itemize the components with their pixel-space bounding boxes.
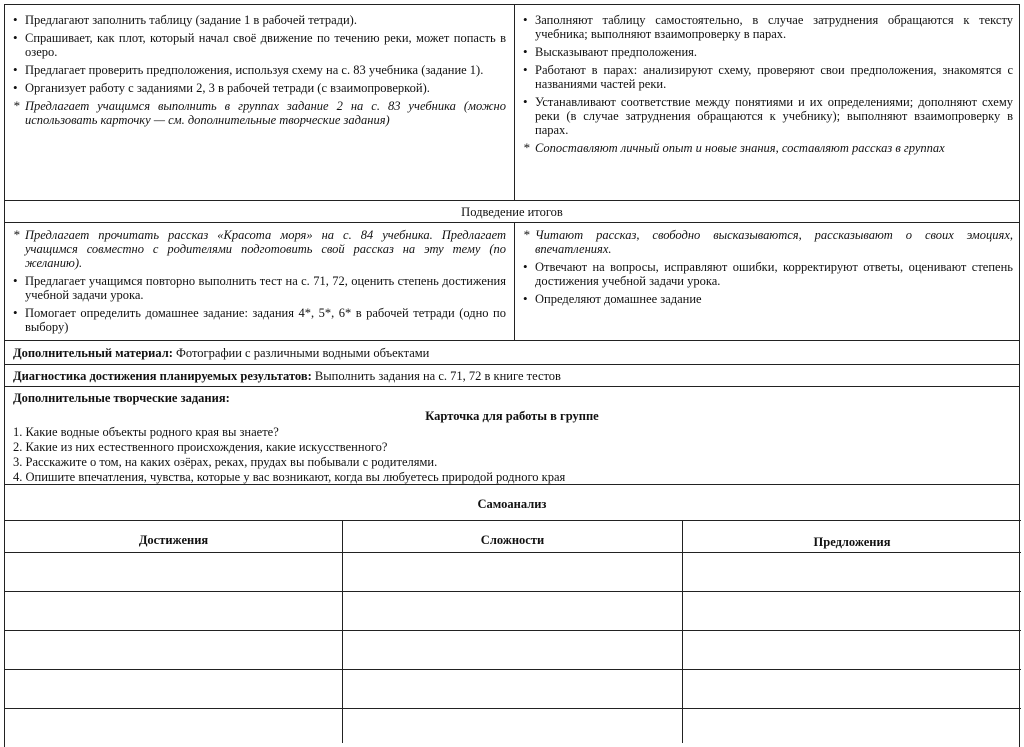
empty-cell — [342, 630, 682, 669]
creative-item: 3. Расскажите о том, на каких озёрах, реках, прудах вы побывали с родителями. — [13, 455, 438, 469]
activity-item: • Организует работу с заданиями 2, 3 в рабочей тетради (с взаимопроверкой). — [13, 81, 506, 95]
activity-item: • Предлагает учащимся повторно выполнить тест на с. 71, 72, оценить степень достижения учебной задачи урока. — [13, 274, 506, 302]
activity-item: • Спрашивает, как плот, который начал своё движение по течению реки, может попасть в озеро. — [13, 31, 506, 59]
empty-cell — [682, 591, 1021, 630]
diagnostics-row — [4, 364, 1020, 386]
summary-row — [4, 222, 1020, 340]
creative-item: 4. Опишите впечатления, чувства, которые у вас возникают, когда вы любуетесь природой родного края — [13, 470, 566, 484]
creative-item: 2. Какие из них естественного происхождения, какие искусственного? — [13, 440, 388, 454]
empty-cell — [342, 669, 682, 708]
activity-item: • Предлагает проверить предположения, используя схему на с. 83 учебника (задание 1). — [13, 63, 506, 77]
activity-item: • Отвечают на вопросы, исправляют ошибки, корректируют ответы, оценивают степень достижения учебной задачи урока. — [523, 260, 1013, 288]
lesson-plan-page — [4, 4, 1022, 747]
empty-cell — [342, 708, 682, 743]
empty-cell — [4, 669, 342, 708]
diagnostics-label: Диагностика достижения планируемых результатов: — [13, 369, 312, 383]
summary-student — [514, 223, 1021, 340]
self-analysis-title-row — [4, 484, 1020, 520]
summary-teacher — [5, 223, 514, 340]
column-header-suggestions: Предложения — [682, 520, 1021, 552]
empty-cell — [342, 552, 682, 591]
extra-material-value: Фотографии с различными водными объектами — [176, 346, 430, 360]
empty-cell — [682, 669, 1021, 708]
activity-item: • Определяют домашнее задание — [523, 292, 1013, 306]
activity-item: • Работают в парах: анализируют схему, проверяют свои предположения, знакомятся с названиями частей реки. — [523, 63, 1013, 91]
column-header-difficulties: Сложности — [342, 520, 682, 552]
activity-item: • Предлагают заполнить таблицу (задание 1 в рабочей тетради). — [13, 13, 506, 27]
extra-material-label: Дополнительный материал: — [13, 346, 173, 360]
summary-header-row — [4, 200, 1020, 222]
activity-item: • Высказывают предположения. — [523, 45, 1013, 59]
self-analysis-title: Самоанализ — [477, 497, 547, 511]
activity-item: * Предлагает прочитать рассказ «Красота моря» на с. 84 учебника. Предлагает учащимся совместно с родителями подготовить свой рассказ на эту тему (по желанию). — [13, 228, 506, 270]
summary-header: Подведение итогов — [461, 205, 563, 219]
diagnostics-value: Выполнить задания на с. 71, 72 в книге тестов — [314, 369, 561, 383]
teacher-activities — [5, 5, 514, 200]
creative-list — [13, 425, 1011, 484]
activity-item: * Предлагает учащимся выполнить в группах задание 2 на с. 83 учебника (можно использовать карточку — см. дополнительные творческие задания) — [13, 99, 506, 127]
creative-row — [4, 386, 1020, 484]
activities-row — [4, 4, 1020, 200]
empty-cell — [682, 552, 1021, 591]
activity-item: * Читают рассказ, свободно высказываются, рассказывают о своих эмоциях, впечатлениях. — [523, 228, 1013, 256]
empty-cell — [4, 630, 342, 669]
empty-cell — [342, 591, 682, 630]
activity-item: * Сопоставляют личный опыт и новые знания, составляют рассказ в группах — [523, 141, 1013, 155]
empty-cell — [4, 591, 342, 630]
empty-cell — [4, 552, 342, 591]
extra-material-row — [4, 340, 1020, 364]
activity-item: • Помогает определить домашнее задание: задания 4*, 5*, 6* в рабочей тетради (одно по выбору) — [13, 306, 506, 334]
student-activities — [514, 5, 1021, 200]
self-analysis-grid — [4, 520, 1020, 747]
column-header-achievements: Достижения — [4, 520, 342, 552]
empty-cell — [4, 708, 342, 743]
creative-label: Дополнительные творческие задания: — [13, 391, 230, 405]
empty-cell — [682, 708, 1021, 743]
creative-item: 1. Какие водные объекты родного края вы знаете? — [13, 425, 279, 439]
activity-item: • Заполняют таблицу самостоятельно, в случае затруднения обращаются к тексту учебника; выполняют взаимопроверку в парах. — [523, 13, 1013, 41]
card-title: Карточка для работы в группе — [425, 409, 599, 423]
activity-item: • Устанавливают соответствие между понятиями и их определениями; дополняют схему реки (в случае затруднения обращаются к учебнику); выполняют взаимопроверку в парах. — [523, 95, 1013, 137]
empty-cell — [682, 630, 1021, 669]
